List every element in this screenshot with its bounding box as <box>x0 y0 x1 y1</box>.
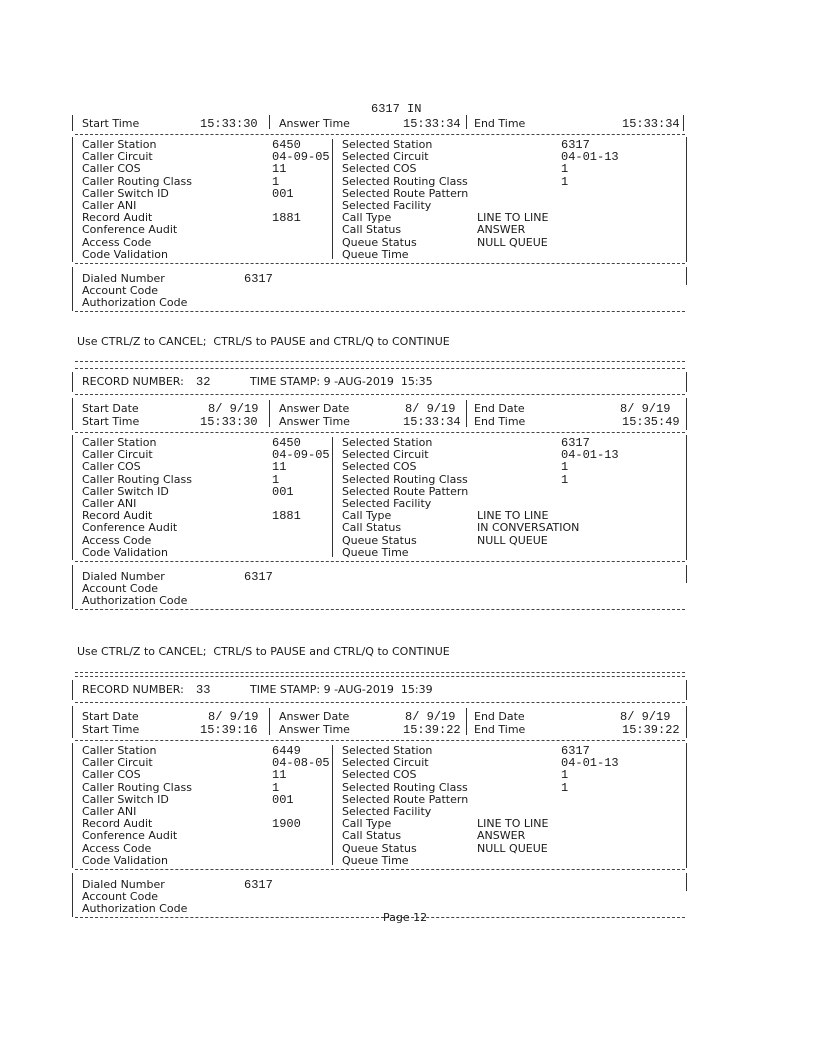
queue-time-label: Queue Time <box>342 247 409 261</box>
selected-cos-label: Selected COS <box>342 768 417 782</box>
column-divider <box>269 115 270 129</box>
caller-circuit-label: Caller Circuit <box>82 756 153 770</box>
column-divider <box>72 435 73 560</box>
column-divider <box>686 680 687 700</box>
column-divider <box>332 437 333 557</box>
start-time: 15:33:30 <box>200 117 258 131</box>
authorization-code-label: Authorization Code <box>82 296 188 309</box>
caller-ani-label: Caller ANI <box>82 805 137 818</box>
caller-switch-id: 001 <box>272 484 294 499</box>
prompt-line-1: Use CTRL/Z to CANCEL; CTRL/S to PAUSE and CTRL/Q to CONTINUE <box>77 335 450 348</box>
page-number: Page 12 <box>383 911 428 924</box>
caller-station: 6449 <box>272 744 301 758</box>
caller-switch-id-label: Caller Switch ID <box>82 792 169 806</box>
caller-circuit: 04-09-05 <box>272 150 330 165</box>
selected-cos: 1 <box>561 162 569 177</box>
end-time-label: End Time <box>474 415 526 428</box>
dashed-divider <box>75 609 685 610</box>
selected-station: 6317 <box>561 436 590 450</box>
call-status-label: Call Status <box>342 223 402 237</box>
caller-circuit-label: Caller Circuit <box>82 150 153 164</box>
code-validation-label: Code Validation <box>82 545 168 559</box>
column-divider <box>686 137 687 262</box>
column-divider <box>683 115 684 131</box>
account-code-label: Account Code <box>82 890 159 903</box>
selected-circuit-label: Selected Circuit <box>342 448 429 462</box>
start-time-label: Start Time <box>82 415 140 428</box>
column-divider <box>72 743 73 868</box>
selected-cos-label: Selected COS <box>342 162 417 176</box>
answer-date: 8/ 9/19 <box>405 402 456 416</box>
dashed-divider <box>75 740 685 741</box>
dashed-divider <box>75 368 685 369</box>
column-divider <box>72 267 73 311</box>
dialed-number: 6317 <box>244 570 273 584</box>
selected-facility-label: Selected Facility <box>342 199 432 212</box>
queue-status-label: Queue Status <box>342 841 417 855</box>
dashed-divider <box>75 394 685 395</box>
end-time: 15:33:34 <box>622 117 680 131</box>
caller-station: 6450 <box>272 436 301 450</box>
column-divider <box>686 565 687 583</box>
start-date-label: Start Date <box>82 402 139 415</box>
queue-status: NULL QUEUE <box>477 235 548 249</box>
caller-switch-id-label: Caller Switch ID <box>82 484 169 498</box>
selected-station-label: Selected Station <box>342 138 433 151</box>
call-type-label: Call Type <box>342 211 392 225</box>
column-divider <box>72 680 73 700</box>
selected-facility-label: Selected Facility <box>342 805 432 818</box>
caller-routing-class: 1 <box>272 472 280 487</box>
column-divider <box>686 873 687 891</box>
caller-switch-id: 001 <box>272 792 294 807</box>
record-number: 32 <box>196 375 211 389</box>
account-code-label: Account Code <box>82 284 159 297</box>
end-time: 15:39:22 <box>622 723 680 737</box>
column-divider <box>466 413 467 427</box>
queue-status-label: Queue Status <box>342 533 417 547</box>
start-date-label: Start Date <box>82 710 139 723</box>
record-number: 33 <box>196 683 211 697</box>
record-audit-label: Record Audit <box>82 211 153 225</box>
selected-cos: 1 <box>561 768 569 783</box>
dashed-divider <box>75 702 685 703</box>
column-divider <box>72 873 73 917</box>
caller-routing-class-label: Caller Routing Class <box>82 174 192 188</box>
access-code-label: Access Code <box>82 235 152 249</box>
dashed-divider <box>75 917 685 918</box>
caller-cos: 11 <box>272 162 287 177</box>
end-time-label: End Time <box>474 117 526 130</box>
record-audit: 1900 <box>272 817 301 832</box>
dashed-divider <box>75 869 685 870</box>
call-type: LINE TO LINE <box>477 817 549 831</box>
start-time-label: Start Time <box>82 117 140 130</box>
column-divider <box>686 372 687 392</box>
answer-time-label: Answer Time <box>279 117 350 130</box>
start-time: 15:39:16 <box>200 723 258 737</box>
time-stamp: TIME STAMP: 9 -AUG-2019 15:35 <box>250 375 433 388</box>
start-time: 15:33:30 <box>200 415 258 429</box>
caller-routing-class-label: Caller Routing Class <box>82 472 192 486</box>
answer-date-label: Answer Date <box>279 402 350 415</box>
dashed-divider <box>75 432 685 433</box>
record-number-label: RECORD NUMBER: <box>82 683 184 696</box>
caller-station-label: Caller Station <box>82 744 157 757</box>
caller-ani-label: Caller ANI <box>82 199 137 212</box>
time-stamp: TIME STAMP: 9 -AUG-2019 15:39 <box>250 683 433 696</box>
call-status: ANSWER <box>477 223 526 237</box>
authorization-code-label: Authorization Code <box>82 902 188 915</box>
start-time-label: Start Time <box>82 723 140 736</box>
account-code-label: Account Code <box>82 582 159 595</box>
conference-audit-label: Conference Audit <box>82 223 178 237</box>
dashed-divider <box>75 263 685 264</box>
caller-cos-label: Caller COS <box>82 162 141 176</box>
selected-station-label: Selected Station <box>342 436 433 449</box>
start-date: 8/ 9/19 <box>208 710 259 724</box>
caller-ani-label: Caller ANI <box>82 497 137 510</box>
selected-circuit-label: Selected Circuit <box>342 756 429 770</box>
selected-circuit: 04-01-13 <box>561 756 619 771</box>
queue-status-label: Queue Status <box>342 235 417 249</box>
column-divider <box>466 721 467 735</box>
selected-circuit-label: Selected Circuit <box>342 150 429 164</box>
caller-cos: 11 <box>272 768 287 783</box>
queue-time-label: Queue Time <box>342 853 409 867</box>
column-divider <box>72 372 73 392</box>
column-divider <box>686 267 687 285</box>
column-divider <box>72 398 73 430</box>
caller-switch-id: 001 <box>272 186 294 201</box>
column-divider <box>686 706 687 738</box>
selected-routing-class-label: Selected Routing Class <box>342 472 468 486</box>
dialed-number: 6317 <box>244 272 273 286</box>
selected-routing-class: 1 <box>561 780 569 795</box>
dashed-divider <box>75 676 685 677</box>
record-title: 6317 IN <box>371 102 422 116</box>
record-audit-label: Record Audit <box>82 817 153 831</box>
answer-time: 15:33:34 <box>403 415 461 429</box>
caller-station-label: Caller Station <box>82 436 157 449</box>
record-number-label: RECORD NUMBER: <box>82 375 184 388</box>
answer-time: 15:33:34 <box>403 117 461 131</box>
answer-time-label: Answer Time <box>279 415 350 428</box>
selected-station: 6317 <box>561 138 590 152</box>
caller-circuit: 04-08-05 <box>272 756 330 771</box>
column-divider <box>72 706 73 738</box>
call-type: LINE TO LINE <box>477 211 549 225</box>
end-date-label: End Date <box>474 402 525 415</box>
queue-status: NULL QUEUE <box>477 533 548 547</box>
dashed-divider <box>75 672 685 673</box>
start-date: 8/ 9/19 <box>208 402 259 416</box>
end-time: 15:35:49 <box>622 415 680 429</box>
record-audit: 1881 <box>272 509 301 524</box>
selected-route-pattern-label: Selected Route Pattern <box>342 186 469 200</box>
caller-cos-label: Caller COS <box>82 768 141 782</box>
access-code-label: Access Code <box>82 533 152 547</box>
selected-routing-class: 1 <box>561 174 569 189</box>
conference-audit-label: Conference Audit <box>82 829 178 843</box>
selected-circuit: 04-01-13 <box>561 448 619 463</box>
selected-route-pattern-label: Selected Route Pattern <box>342 792 469 806</box>
answer-time: 15:39:22 <box>403 723 461 737</box>
selected-facility-label: Selected Facility <box>342 497 432 510</box>
dialed-number-label: Dialed Number <box>82 570 165 583</box>
prompt-line-2: Use CTRL/Z to CANCEL; CTRL/S to PAUSE and CTRL/Q to CONTINUE <box>77 645 450 658</box>
column-divider <box>269 413 270 427</box>
end-date: 8/ 9/19 <box>620 710 671 724</box>
column-divider <box>72 115 73 131</box>
conference-audit-label: Conference Audit <box>82 521 178 535</box>
selected-cos-label: Selected COS <box>342 460 417 474</box>
call-status: ANSWER <box>477 829 526 843</box>
selected-cos: 1 <box>561 460 569 475</box>
caller-switch-id-label: Caller Switch ID <box>82 186 169 200</box>
selected-station-label: Selected Station <box>342 744 433 757</box>
caller-routing-class-label: Caller Routing Class <box>82 780 192 794</box>
answer-date-label: Answer Date <box>279 710 350 723</box>
dashed-divider <box>75 361 685 362</box>
call-type-label: Call Type <box>342 817 392 831</box>
queue-status: NULL QUEUE <box>477 841 548 855</box>
authorization-code-label: Authorization Code <box>82 594 188 607</box>
record-audit: 1881 <box>272 211 301 226</box>
column-divider <box>466 115 467 129</box>
queue-time-label: Queue Time <box>342 545 409 559</box>
code-validation-label: Code Validation <box>82 853 168 867</box>
caller-station: 6450 <box>272 138 301 152</box>
access-code-label: Access Code <box>82 841 152 855</box>
selected-routing-class: 1 <box>561 472 569 487</box>
call-type: LINE TO LINE <box>477 509 549 523</box>
call-status-label: Call Status <box>342 829 402 843</box>
selected-routing-class-label: Selected Routing Class <box>342 174 468 188</box>
column-divider <box>332 745 333 865</box>
selected-circuit: 04-01-13 <box>561 150 619 165</box>
call-type-label: Call Type <box>342 509 392 523</box>
dialed-number-label: Dialed Number <box>82 878 165 891</box>
selected-route-pattern-label: Selected Route Pattern <box>342 484 469 498</box>
column-divider <box>332 139 333 259</box>
dashed-divider <box>75 561 685 562</box>
answer-date: 8/ 9/19 <box>405 710 456 724</box>
column-divider <box>686 743 687 868</box>
caller-circuit-label: Caller Circuit <box>82 448 153 462</box>
caller-cos-label: Caller COS <box>82 460 141 474</box>
dialed-number: 6317 <box>244 878 273 892</box>
caller-station-label: Caller Station <box>82 138 157 151</box>
caller-circuit: 04-09-05 <box>272 448 330 463</box>
dialed-number-label: Dialed Number <box>82 272 165 285</box>
dashed-divider <box>75 311 685 312</box>
column-divider <box>72 137 73 262</box>
column-divider <box>269 721 270 735</box>
caller-cos: 11 <box>272 460 287 475</box>
end-date: 8/ 9/19 <box>620 402 671 416</box>
end-date-label: End Date <box>474 710 525 723</box>
dashed-divider <box>75 134 685 135</box>
record-audit-label: Record Audit <box>82 509 153 523</box>
column-divider <box>686 435 687 560</box>
end-time-label: End Time <box>474 723 526 736</box>
caller-routing-class: 1 <box>272 174 280 189</box>
column-divider <box>686 398 687 430</box>
selected-routing-class-label: Selected Routing Class <box>342 780 468 794</box>
answer-time-label: Answer Time <box>279 723 350 736</box>
call-status-label: Call Status <box>342 521 402 535</box>
column-divider <box>72 565 73 609</box>
caller-routing-class: 1 <box>272 780 280 795</box>
code-validation-label: Code Validation <box>82 247 168 261</box>
call-status: IN CONVERSATION <box>477 521 580 535</box>
selected-station: 6317 <box>561 744 590 758</box>
